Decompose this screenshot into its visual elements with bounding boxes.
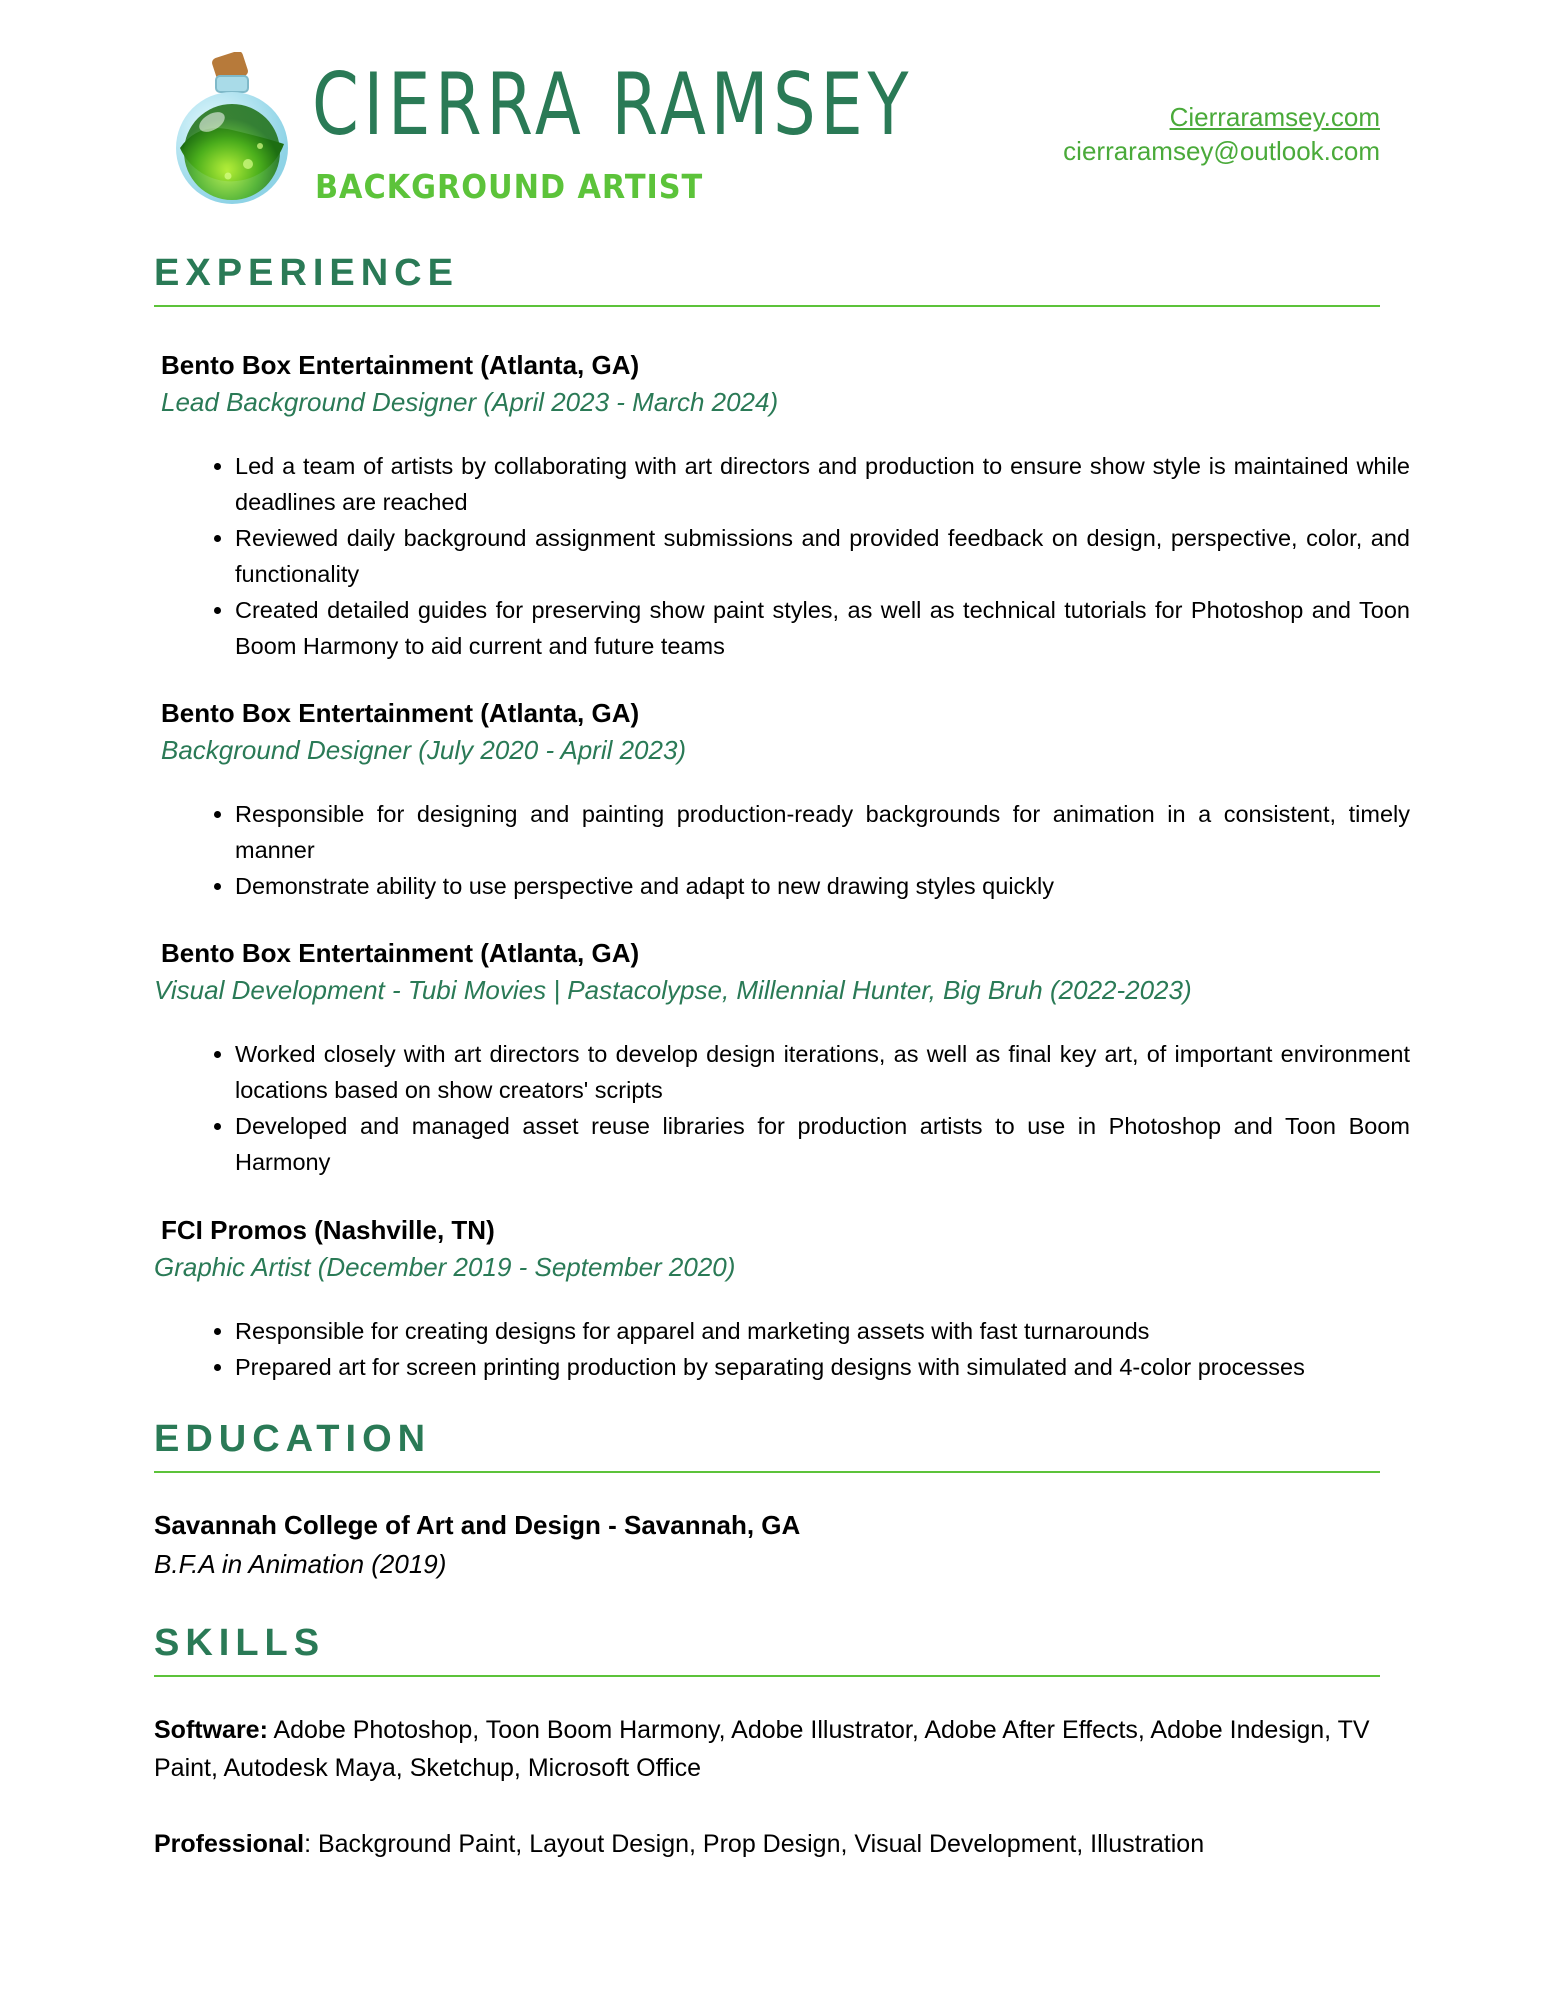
job-bullet: • Developed and managed asset reuse libraries for production artists to use in Photoshop and Toon Boom Harmony — [235, 1108, 1410, 1180]
job-bullet: • Demonstrate ability to use perspective and adapt to new drawing styles quickly — [235, 868, 1410, 904]
education-divider — [154, 1471, 1380, 1473]
job-title: Lead Background Designer (April 2023 - March 2024) — [161, 387, 779, 417]
job-bullet: • Responsible for designing and painting production-ready backgrounds for animation in a consistent, timely manner — [235, 796, 1410, 868]
school-name: Savannah College of Art and Design - Savannah, GA — [154, 1510, 801, 1540]
software-label: Software: — [154, 1716, 268, 1744]
job-title: Visual Development - Tubi Movies | Pastacolypse, Millennial Hunter, Big Bruh (2022-2023) — [154, 975, 1192, 1005]
job-company: Bento Box Entertainment (Atlanta, GA) — [161, 938, 640, 968]
job-bullets — [205, 1036, 1410, 1180]
website-link[interactable]: Cierraramsey.com — [1169, 102, 1380, 132]
job-company: FCI Promos (Nashville, TN) — [161, 1215, 495, 1245]
software-list: Adobe Photoshop, Toon Boom Harmony, Adobe Illustrator, Adobe After Effects, Adobe Indesign, TV Paint, Autodesk Maya, Sketchup, Microsoft Office — [154, 1716, 1370, 1782]
contact-block — [1063, 100, 1380, 168]
degree: B.F.A in Animation (2019) — [154, 1549, 447, 1579]
potion-bottle-icon — [168, 52, 296, 208]
education-heading: EDUCATION — [154, 1418, 432, 1460]
professional-list: : Background Paint, Layout Design, Prop Design, Visual Development, Illustration — [304, 1830, 1205, 1858]
job-bullet: • Prepared art for screen printing production by separating designs with simulated and 4-color processes — [235, 1349, 1410, 1385]
experience-heading: EXPERIENCE — [154, 252, 459, 294]
email-text: cierraramsey@outlook.com — [1063, 136, 1380, 166]
job-bullets — [205, 1313, 1410, 1385]
job-bullet: • Reviewed daily background assignment submissions and provided feedback on design, perspective, color, and functionality — [235, 520, 1410, 592]
job-bullets — [205, 796, 1410, 904]
job-title: Background Designer (July 2020 - April 2023) — [161, 735, 687, 765]
job-company: Bento Box Entertainment (Atlanta, GA) — [161, 350, 640, 380]
job-bullet: • Led a team of artists by collaborating with art directors and production to ensure show style is maintained while deadlines are reached — [235, 448, 1410, 520]
job-bullet: • Responsible for creating designs for apparel and marketing assets with fast turnarounds — [235, 1313, 1410, 1349]
professional-label: Professional — [154, 1830, 305, 1858]
experience-divider — [154, 305, 1380, 307]
job-company: Bento Box Entertainment (Atlanta, GA) — [161, 698, 640, 728]
software-skills — [154, 1711, 1380, 1787]
skills-heading: SKILLS — [154, 1622, 326, 1664]
skills-divider — [154, 1675, 1380, 1677]
job-bullets — [205, 448, 1410, 664]
job-title: Graphic Artist (December 2019 - September 2020) — [154, 1252, 736, 1282]
applicant-name: CIERRA RAMSEY — [312, 55, 914, 155]
job-bullet: • Worked closely with art directors to develop design iterations, as well as final key art, of important environment locations based on show creators' scripts — [235, 1036, 1410, 1108]
professional-skills — [154, 1825, 1380, 1863]
applicant-role: BACKGROUND ARTIST — [315, 167, 704, 206]
job-bullet: • Created detailed guides for preserving show paint styles, as well as technical tutorials for Photoshop and Toon Boom Harmony to aid current and future teams — [235, 592, 1410, 664]
